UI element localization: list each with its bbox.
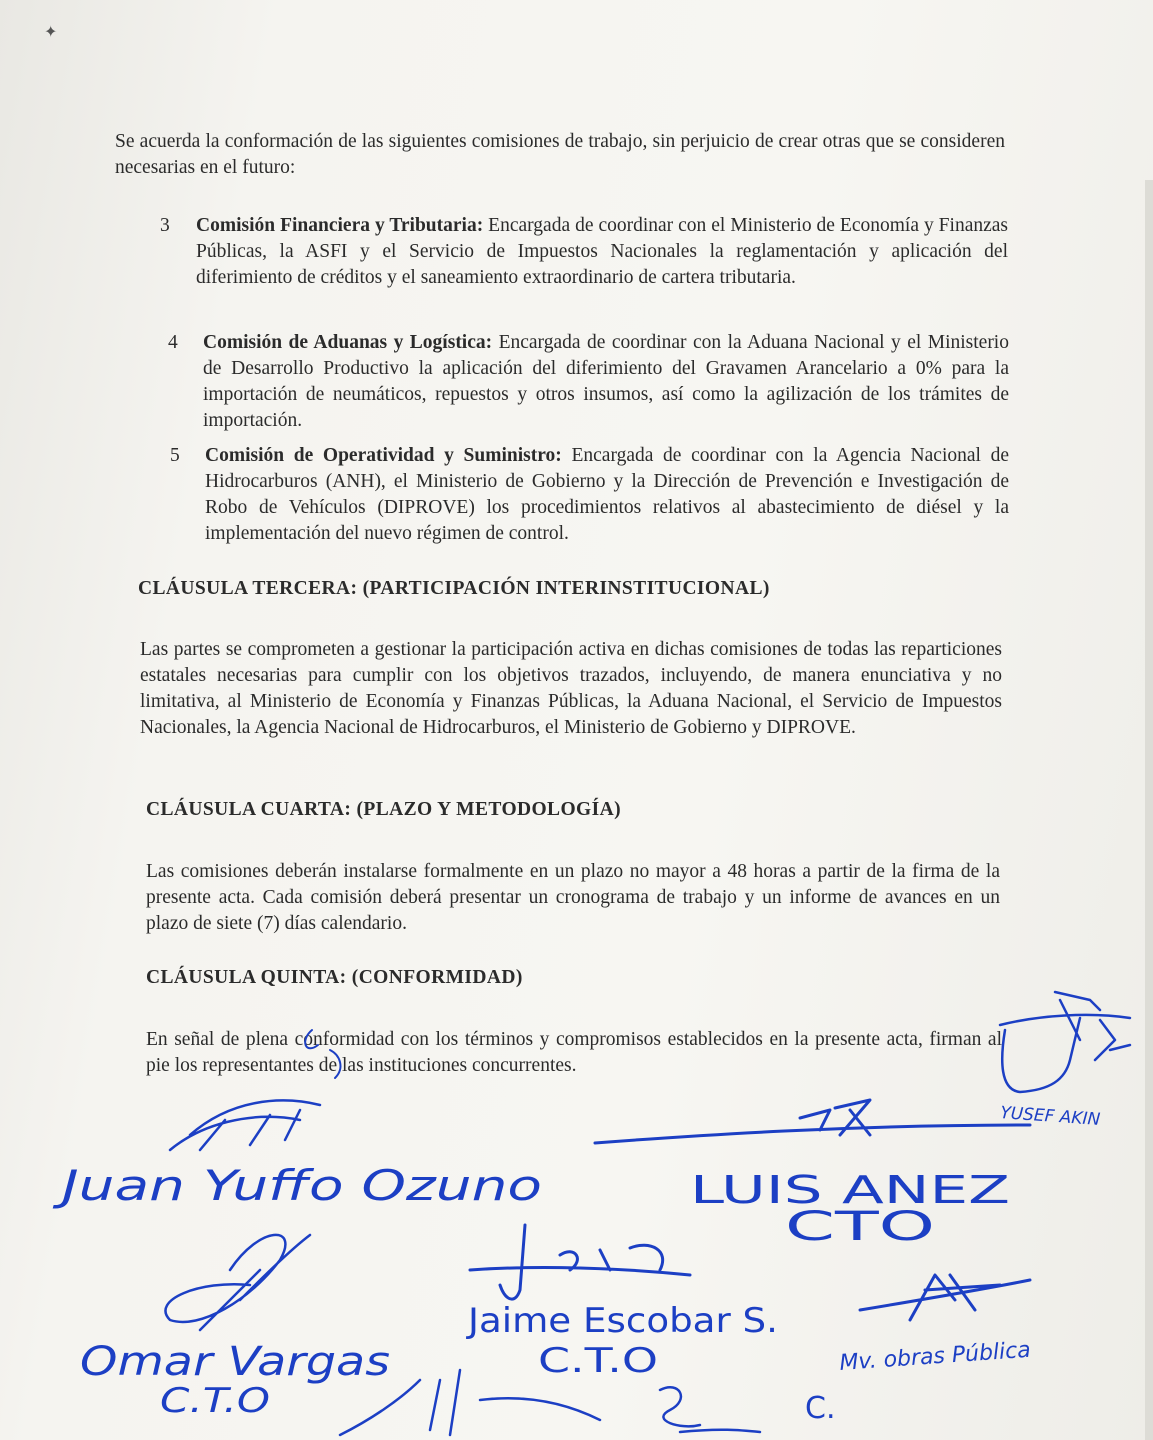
signature-obras-name: Mv. obras Pública bbox=[838, 1337, 1032, 1376]
commission-number: 5 bbox=[170, 445, 180, 466]
signature-luis-name: LUIS ANEZ bbox=[690, 1168, 1010, 1212]
signature-jaime-name: Jaime Escobar S. bbox=[465, 1301, 778, 1341]
signature-luis-org: CTO bbox=[785, 1204, 935, 1250]
commission-title: Comisión de Operatividad y Suministro: bbox=[205, 445, 562, 466]
signature-jaime-org: C.T.O bbox=[538, 1341, 658, 1381]
commission-number: 4 bbox=[168, 332, 178, 353]
signature-yusef-name: YUSEF AKIN bbox=[999, 1103, 1101, 1130]
commission-text: Encargada de coordinar con la Aduana Nacional y el Ministerio de Desarrollo Productivo la aplicación del diferimiento del Gravamen Arancelario a 0% para la importación de neumáticos, repuestos y otros insumos, así como la agilización de los trámites de importación. bbox=[203, 332, 1009, 431]
clausula-tercera-heading: CLÁUSULA TERCERA: (PARTICIPACIÓN INTERINSTITUCIONAL) bbox=[138, 578, 770, 599]
intro-paragraph: Se acuerda la conformación de las siguientes comisiones de trabajo, sin perjuicio de crear otras que se consideren necesarias en el futuro: bbox=[115, 131, 1005, 178]
signature-bottom-c: C. bbox=[805, 1391, 836, 1426]
clausula-quinta-heading: CLÁUSULA QUINTA: (CONFORMIDAD) bbox=[146, 967, 523, 988]
commission-title: Comisión de Aduanas y Logística: bbox=[203, 332, 493, 353]
signature-omar-name: Omar Vargas bbox=[80, 1339, 390, 1385]
commission-title: Comisión Financiera y Tributaria: bbox=[196, 215, 484, 236]
commission-text: Encargada de coordinar con la Agencia Nacional de Hidrocarburos (ANH), el Ministerio de Gobierno y la Dirección de Prevención e Investigación de Robo de Vehículos (DIPROVE) los procedimientos relativos al abastecimiento de diésel y la implementación del nuevo régimen de control. bbox=[205, 445, 1009, 544]
commission-text: Encargada de coordinar con el Ministerio de Economía y Finanzas Públicas, la ASFI y el Servicio de Impuestos Nacionales la reglamentación y aplicación del diferimiento de créditos y el saneamiento extraordinario de cartera tributaria. bbox=[196, 215, 1008, 288]
clausula-tercera-text: Las partes se comprometen a gestionar la participación activa en dichas comisiones de todas las reparticiones estatales necesarias para cumplir con los objetivos trazados, incluyendo, de manera enunciativa y no limitativa, al Ministerio de Economía y Finanzas Públicas, la Aduana Nacional, el Servicio de Impuestos Nacionales, la Agencia Nacional de Hidrocarburos, el Ministerio de Gobierno y DIPROVE. bbox=[140, 639, 1002, 738]
corner-mark: ✦ bbox=[44, 24, 58, 41]
signature-juan-name: Juan Yuffo Ozuno bbox=[52, 1161, 542, 1210]
clausula-quinta-text: En señal de plena conformidad con los términos y compromisos establecidos en la presente acta, firman al pie los representantes de las instituciones concurrentes. bbox=[146, 1029, 1002, 1076]
signature-omar-org: C.T.O bbox=[160, 1381, 270, 1421]
clausula-cuarta-text: Las comisiones deberán instalarse formalmente en un plazo no mayor a 48 horas a partir de la firma de la presente acta. Cada comisión deberá presentar un cronograma de trabajo y un informe de avances en un plazo de siete (7) días calendario. bbox=[146, 861, 1000, 934]
clausula-cuarta-heading: CLÁUSULA CUARTA: (PLAZO Y METODOLOGÍA) bbox=[146, 799, 621, 820]
commission-number: 3 bbox=[160, 215, 170, 236]
paper-edge bbox=[1145, 180, 1153, 1440]
